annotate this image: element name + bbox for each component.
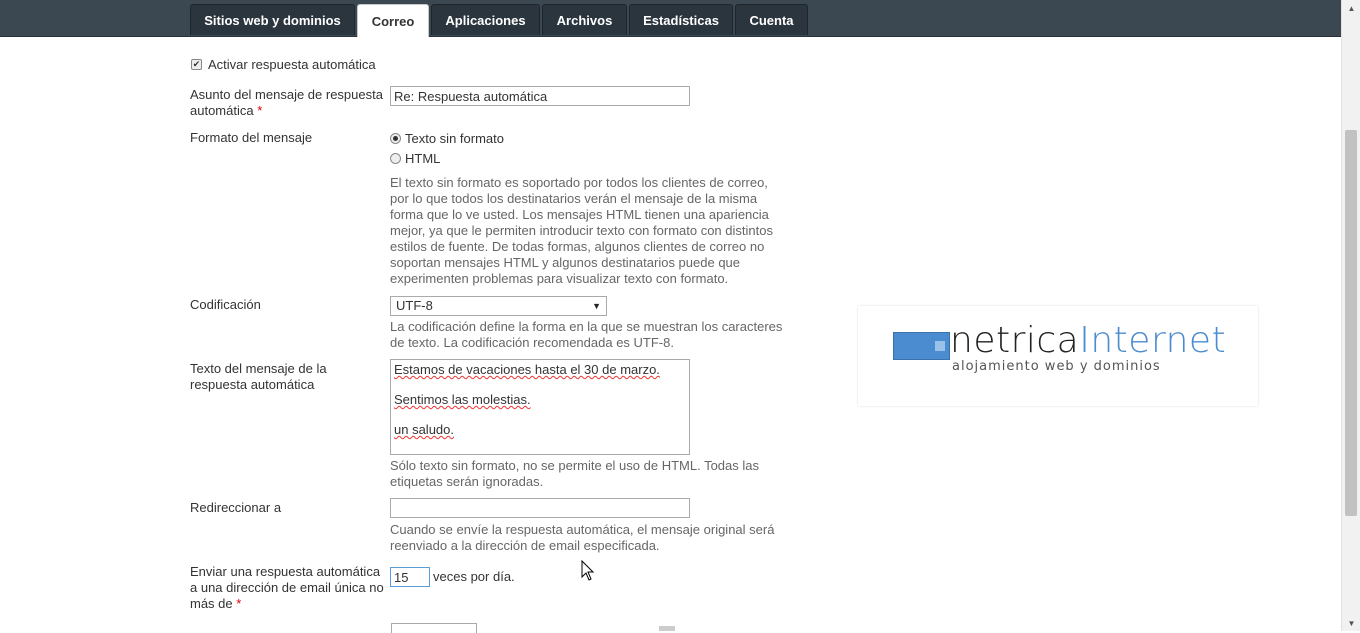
limit-input[interactable] xyxy=(390,567,430,587)
encoding-label: Codificación xyxy=(190,297,261,312)
brand-logo xyxy=(858,306,1258,406)
format-label: Formato del mensaje xyxy=(190,130,313,145)
message-line xyxy=(394,377,686,392)
scroll-up-arrow-icon[interactable]: ▲ xyxy=(1347,3,1356,13)
subject-input[interactable] xyxy=(390,86,690,106)
redirect-label: Redireccionar a xyxy=(190,500,282,515)
redirect-input[interactable] xyxy=(390,498,690,518)
limit-suffix: veces por día. xyxy=(433,569,515,584)
top-nav-bar xyxy=(0,0,1341,37)
message-textarea[interactable] xyxy=(390,359,690,455)
html-option-label: HTML xyxy=(405,151,441,166)
tab-archivos[interactable]: Archivos xyxy=(542,4,627,35)
plain-text-radio[interactable] xyxy=(390,133,401,144)
enable-autoreply-label: Activar respuesta automática xyxy=(208,57,376,72)
cut-off-field xyxy=(391,623,477,633)
encoding-hint: La codificación define la forma en la que se muestran los caracteres de texto. La codificación recomendada es UTF-8. xyxy=(390,319,783,350)
plain-text-option-label: Texto sin formato xyxy=(405,131,504,146)
logo-mark-icon xyxy=(893,332,950,360)
tab-estadisticas[interactable]: Estadísticas xyxy=(629,4,733,35)
dropdown-arrow-icon: ▼ xyxy=(592,301,601,311)
encoding-select[interactable]: UTF-8 ▼ xyxy=(390,296,607,316)
tab-sitios-web[interactable]: Sitios web y dominios xyxy=(190,4,355,35)
tab-cuenta[interactable]: Cuenta xyxy=(735,4,808,35)
tab-aplicaciones[interactable]: Aplicaciones xyxy=(431,4,540,35)
scrollbar-thumb[interactable] xyxy=(1345,130,1357,516)
mouse-cursor-icon xyxy=(581,560,595,582)
message-line xyxy=(394,407,686,422)
logo-wordmark: netricaInternet xyxy=(950,320,1227,361)
message-line: Estamos de vacaciones hasta el 30 de marzo. xyxy=(394,362,660,377)
format-hint: El texto sin formato es soportado por todos los clientes de correo, por lo que todos los destinatarios verán el mensaje de la misma forma que lo ve usted. Los mensajes HTML tienen una apariencia mejor, ya que le permiten introducir texto con formato con distintos estilos de fuente. De todas formas, algunos clientes de correo no soportan mensajes HTML y algunos destinatarios puede que experimenten problemas para visualizar texto con formato. xyxy=(390,175,773,286)
message-label: Texto del mensaje de la respuesta automática xyxy=(190,361,327,392)
subject-label: Asunto del mensaje de respuesta automática * xyxy=(190,87,383,118)
limit-label: Enviar una respuesta automática a una dirección de email única no más de * xyxy=(190,564,384,611)
message-line: Sentimos las molestias. xyxy=(394,392,531,407)
html-radio[interactable] xyxy=(390,153,401,164)
logo-tagline: alojamiento web y dominios xyxy=(952,359,1161,374)
required-marker: * xyxy=(236,596,242,611)
tab-correo[interactable]: Correo xyxy=(357,4,429,37)
scroll-down-arrow-icon[interactable]: ▼ xyxy=(1347,618,1356,628)
enable-autoreply-checkbox[interactable]: ✔ xyxy=(192,59,201,69)
message-line: un saludo. xyxy=(394,422,454,437)
vertical-scrollbar[interactable] xyxy=(1341,0,1360,631)
redirect-hint: Cuando se envíe la respuesta automática, el mensaje original será reenviado a la dirección de email especificada. xyxy=(390,522,775,553)
message-hint: Sólo texto sin formato, no se permite el uso de HTML. Todas las etiquetas serán ignoradas. xyxy=(390,458,759,489)
required-marker: * xyxy=(257,103,263,118)
cut-off-icon xyxy=(659,626,675,631)
